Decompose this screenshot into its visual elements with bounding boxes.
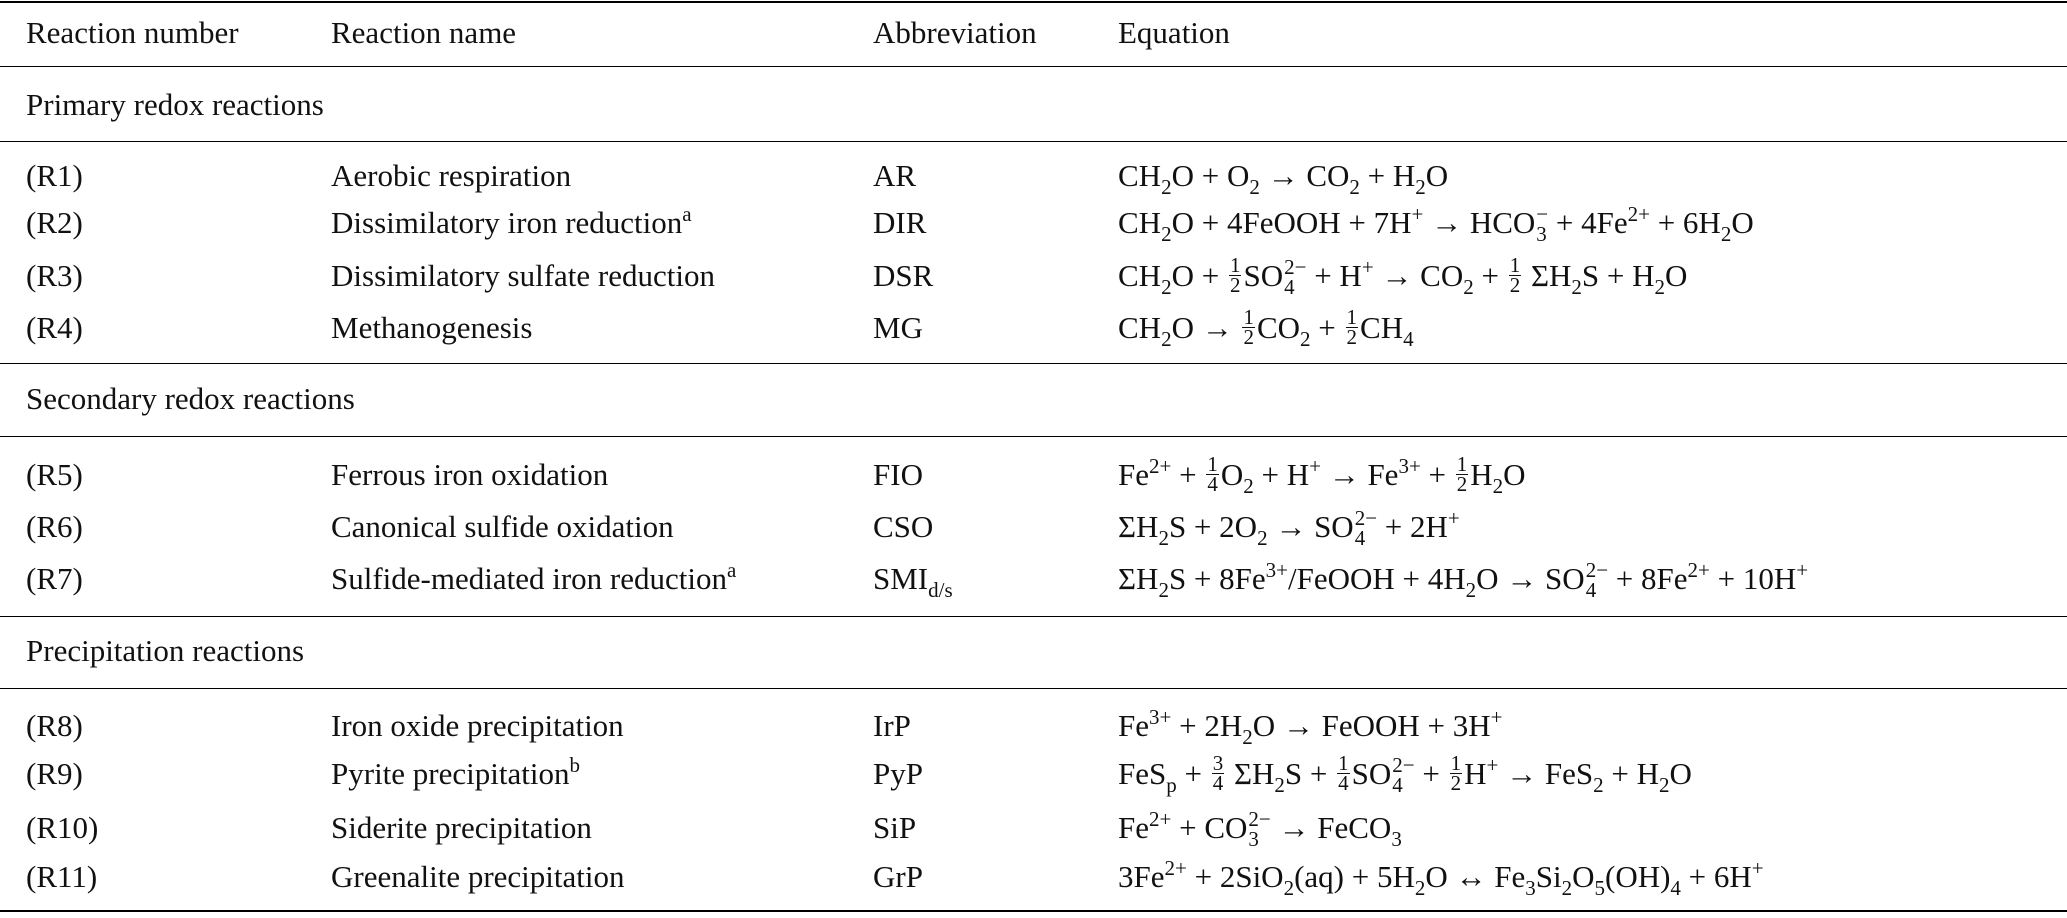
reaction-name: Dissimilatory iron reduction$^a$ — [331, 202, 692, 240]
abbreviation: AR — [873, 158, 917, 193]
abbreviation: CSO — [873, 509, 934, 544]
header-reaction-name: Reaction name — [331, 15, 517, 50]
reaction-number: (R2) — [26, 205, 83, 240]
reaction-number: (R1) — [26, 158, 83, 193]
footnote-marker: a — [682, 202, 692, 226]
footnote-marker: a — [727, 558, 737, 582]
equation: $Fe^{2+}$ + CO 2− 3 → FeCO$_3$ — [1118, 806, 1402, 851]
header-reaction-number: Reaction number — [26, 15, 239, 50]
abbreviation: MG — [873, 310, 923, 345]
reaction-number: (R7) — [26, 561, 83, 596]
equation: $\Sigma H_2S$ + $8Fe^{3+}$/FeOOH + $4H_2O$ → SO 2− 4 + $8Fe^{2+} + 10H^+$ — [1118, 557, 1809, 602]
abbreviation: FIO — [873, 457, 923, 492]
header-rule — [0, 66, 2067, 67]
footnote-marker: b — [569, 753, 580, 777]
reaction-number: (R3) — [26, 258, 83, 293]
abbreviation: $SMI_{d/s}$ — [873, 561, 953, 602]
section-title-secondary: Secondary redox reactions — [26, 381, 355, 416]
equation: $CH_2O$ → $\frac{1}{2}$ $CO_2$ + $\frac{1}{2}$ $CH_4$ — [1118, 305, 1414, 351]
reaction-number: (R6) — [26, 509, 83, 544]
reaction-name: Canonical sulfide oxidation — [331, 509, 674, 544]
section-rule — [0, 616, 2067, 617]
section-title-primary: Primary redox reactions — [26, 87, 324, 122]
equation: $Fe^{3+} + 2H_2O$ → FeOOH + 3H+ — [1118, 705, 1503, 749]
abbreviation: DIR — [873, 205, 927, 240]
equation: $Fe^{2+}$ + $\frac{1}{4}$ $O_2 + H^+ \to Fe^{3+}$ + $\frac{1}{2}$ $H_2O$ — [1118, 452, 1526, 498]
reaction-name: Greenalite precipitation — [331, 859, 625, 894]
abbreviation: GrP — [873, 859, 923, 894]
abbreviation: SiP — [873, 810, 917, 845]
reaction-name: Ferrous iron oxidation — [331, 457, 609, 492]
abbreviation: IrP — [873, 708, 911, 743]
reaction-number: (R5) — [26, 457, 83, 492]
equation: $CH_2O$ + $\frac{1}{2}$ SO 2− 4 + $H^+ \to CO_2$ + $\frac{1}{2}$ $\Sigma H_2S + H_2O$ — [1118, 253, 1688, 299]
equation: $\Sigma H_2S + 2O_2$ → SO 2− 4 + 2H+ — [1118, 505, 1460, 550]
reaction-name: Siderite precipitation — [331, 810, 592, 845]
reaction-name: Sulfide-mediated iron reduction$^a$ — [331, 558, 737, 596]
reaction-number: (R11) — [26, 859, 98, 894]
section-rule — [0, 141, 2067, 142]
reaction-name: Pyrite precipitation$^b$ — [331, 753, 580, 791]
equation: $3Fe^{2+} + 2SiO_2(aq) + 5H_2O$ ↔ $Fe_3Si_2O_5(OH)_4 + 6H^+$ — [1118, 856, 1764, 900]
equation: $CH_2O$ + 4FeOOH + 7H+ → HCO − 3 + $4Fe^{2+} + 6H_2O$ — [1118, 201, 1754, 246]
table-top-rule — [0, 1, 2067, 3]
reaction-number: (R8) — [26, 708, 83, 743]
reaction-name: Aerobic respiration — [331, 158, 572, 193]
reaction-number: (R4) — [26, 310, 83, 345]
reaction-name: Methanogenesis — [331, 310, 533, 345]
reaction-name: Iron oxide precipitation — [331, 708, 624, 743]
section-rule — [0, 436, 2067, 437]
equation: $CH_2O + O_2 \to CO_2 + H_2O$ — [1118, 158, 1449, 199]
reaction-name: Dissimilatory sulfate reduction — [331, 258, 715, 293]
section-title-precipitation: Precipitation reactions — [26, 633, 305, 668]
header-equation: Equation — [1118, 15, 1230, 50]
section-rule — [0, 688, 2067, 689]
abbreviation: PyP — [873, 756, 923, 791]
reaction-number: (R10) — [26, 810, 99, 845]
abbreviation: DSR — [873, 258, 934, 293]
header-abbreviation: Abbreviation — [873, 15, 1037, 50]
table-bottom-rule — [0, 910, 2067, 912]
reaction-number: (R9) — [26, 756, 83, 791]
equation: FeS$_p$ + $\frac{3}{4}$ $\Sigma H_2S$ + $\frac{1}{4}$ SO 2− 4 + $\frac{1}{2}$ $H^+ \to FeS_2 + H_2O$ — [1118, 751, 1692, 797]
section-rule — [0, 363, 2067, 364]
